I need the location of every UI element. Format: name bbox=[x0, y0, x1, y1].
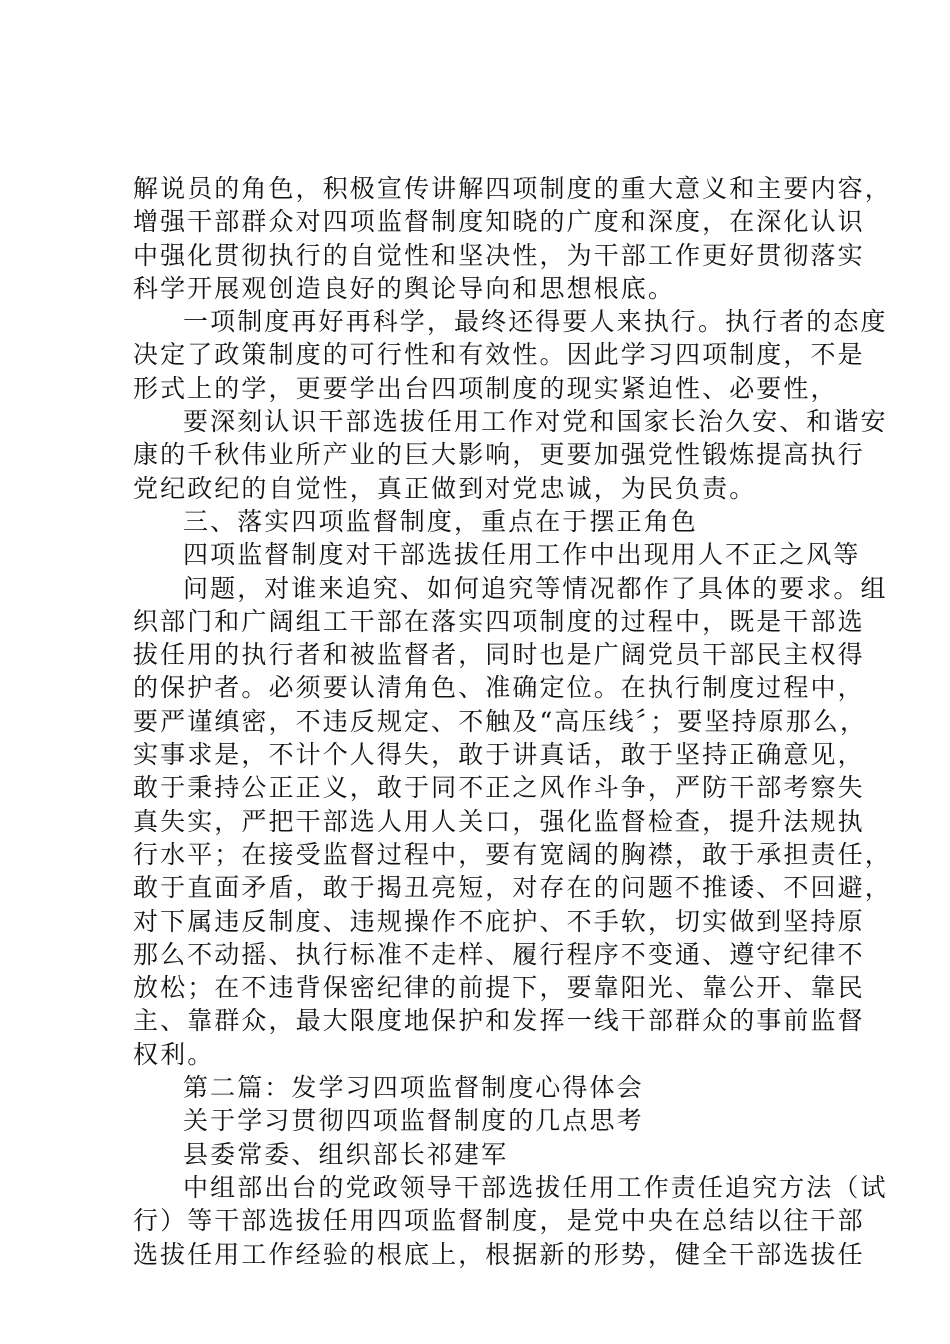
document-body bbox=[133, 172, 892, 1271]
text-line: 敢于直面矛盾，敢于揭丑亮短，对存在的问题不推诿、不回避， bbox=[133, 873, 892, 903]
text-line: 权利。 bbox=[133, 1039, 215, 1069]
text-line: 增强干部群众对四项监督制度知晓的广度和深度，在深化认识 bbox=[133, 207, 865, 237]
text-line: 织部门和广阔组工干部在落实四项制度的过程中，既是干部选 bbox=[133, 606, 865, 636]
text-line: 形式上的学，更要学出台四项制度的现实紧迫性、必要性， bbox=[133, 373, 838, 403]
text-line: 行）等干部选拔任用四项监督制度，是党中央在总结以往干部 bbox=[133, 1206, 865, 1236]
text-line: 那么不动摇、执行标准不走样、履行程序不变通、遵守纪律不 bbox=[133, 939, 865, 969]
text-line: 对下属违反制度、违规操作不庇护、不手软，切实做到坚持原 bbox=[133, 906, 865, 936]
text-line: 选拔任用工作经验的根底上，根据新的形势，健全干部选拔任 bbox=[133, 1239, 865, 1269]
text-line: 中强化贯彻执行的自觉性和坚决性，为干部工作更好贯彻落实 bbox=[133, 240, 865, 270]
text-line: 实事求是，不计个人得失，敢于讲真话，敢于坚持正确意见， bbox=[133, 740, 865, 770]
text-line: 要深刻认识干部选拔任用工作对党和国家长治久安、和谐安 bbox=[183, 407, 888, 437]
text-line: 一项制度再好再科学，最终还得要人来执行。执行者的态度 bbox=[183, 307, 888, 337]
text-line: 四项监督制度对干部选拔任用工作中出现用人不正之风等 bbox=[183, 540, 861, 570]
text-line: 拔任用的执行者和被监督者，同时也是广阔党员干部民主权得 bbox=[133, 640, 865, 670]
text-line: 要严谨缜密，不违反规定、不触及“高压线〞；要坚持原那么， bbox=[133, 706, 868, 736]
text-line: 三、落实四项监督制度，重点在于摆正角色 bbox=[183, 506, 698, 536]
text-line: 放松；在不违背保密纪律的前提下，要靠阳光、靠公开、靠民 bbox=[133, 973, 865, 1003]
text-line: 解说员的角色，积极宣传讲解四项制度的重大意义和主要内容， bbox=[133, 174, 892, 203]
text-line: 县委常委、组织部长祁建军 bbox=[183, 1139, 509, 1169]
text-line: 中组部出台的党政领导干部选拔任用工作责任追究方法（试 bbox=[183, 1172, 888, 1202]
text-line: 党纪政纪的自觉性，真正做到对党忠诚，为民负责。 bbox=[133, 473, 757, 503]
text-line: 真失实，严把干部选人用人关口，强化监督检查，提升法规执 bbox=[133, 806, 865, 836]
text-line: 行水平；在接受监督过程中，要有宽阔的胸襟，敢于承担责任， bbox=[133, 839, 892, 869]
text-line: 主、靠群众，最大限度地保护和发挥一线干部群众的事前监督 bbox=[133, 1006, 865, 1036]
text-line: 问题，对谁来追究、如何追究等情况都作了具体的要求。组 bbox=[183, 573, 888, 603]
text-line: 敢于秉持公正正义，敢于同不正之风作斗争，严防干部考察失 bbox=[133, 773, 865, 803]
text-line: 第二篇：发学习四项监督制度心得体会 bbox=[183, 1073, 644, 1103]
text-line: 科学开展观创造良好的舆论导向和思想根底。 bbox=[133, 273, 676, 303]
text-line: 关于学习贯彻四项监督制度的几点思考 bbox=[183, 1106, 644, 1136]
text-line: 决定了政策制度的可行性和有效性。因此学习四项制度，不是 bbox=[133, 340, 865, 370]
text-line: 的保护者。必须要认清角色、准确定位。在执行制度过程中， bbox=[133, 673, 865, 703]
text-line: 康的千秋伟业所产业的巨大影响，更要加强党性锻炼提高执行 bbox=[133, 440, 865, 470]
